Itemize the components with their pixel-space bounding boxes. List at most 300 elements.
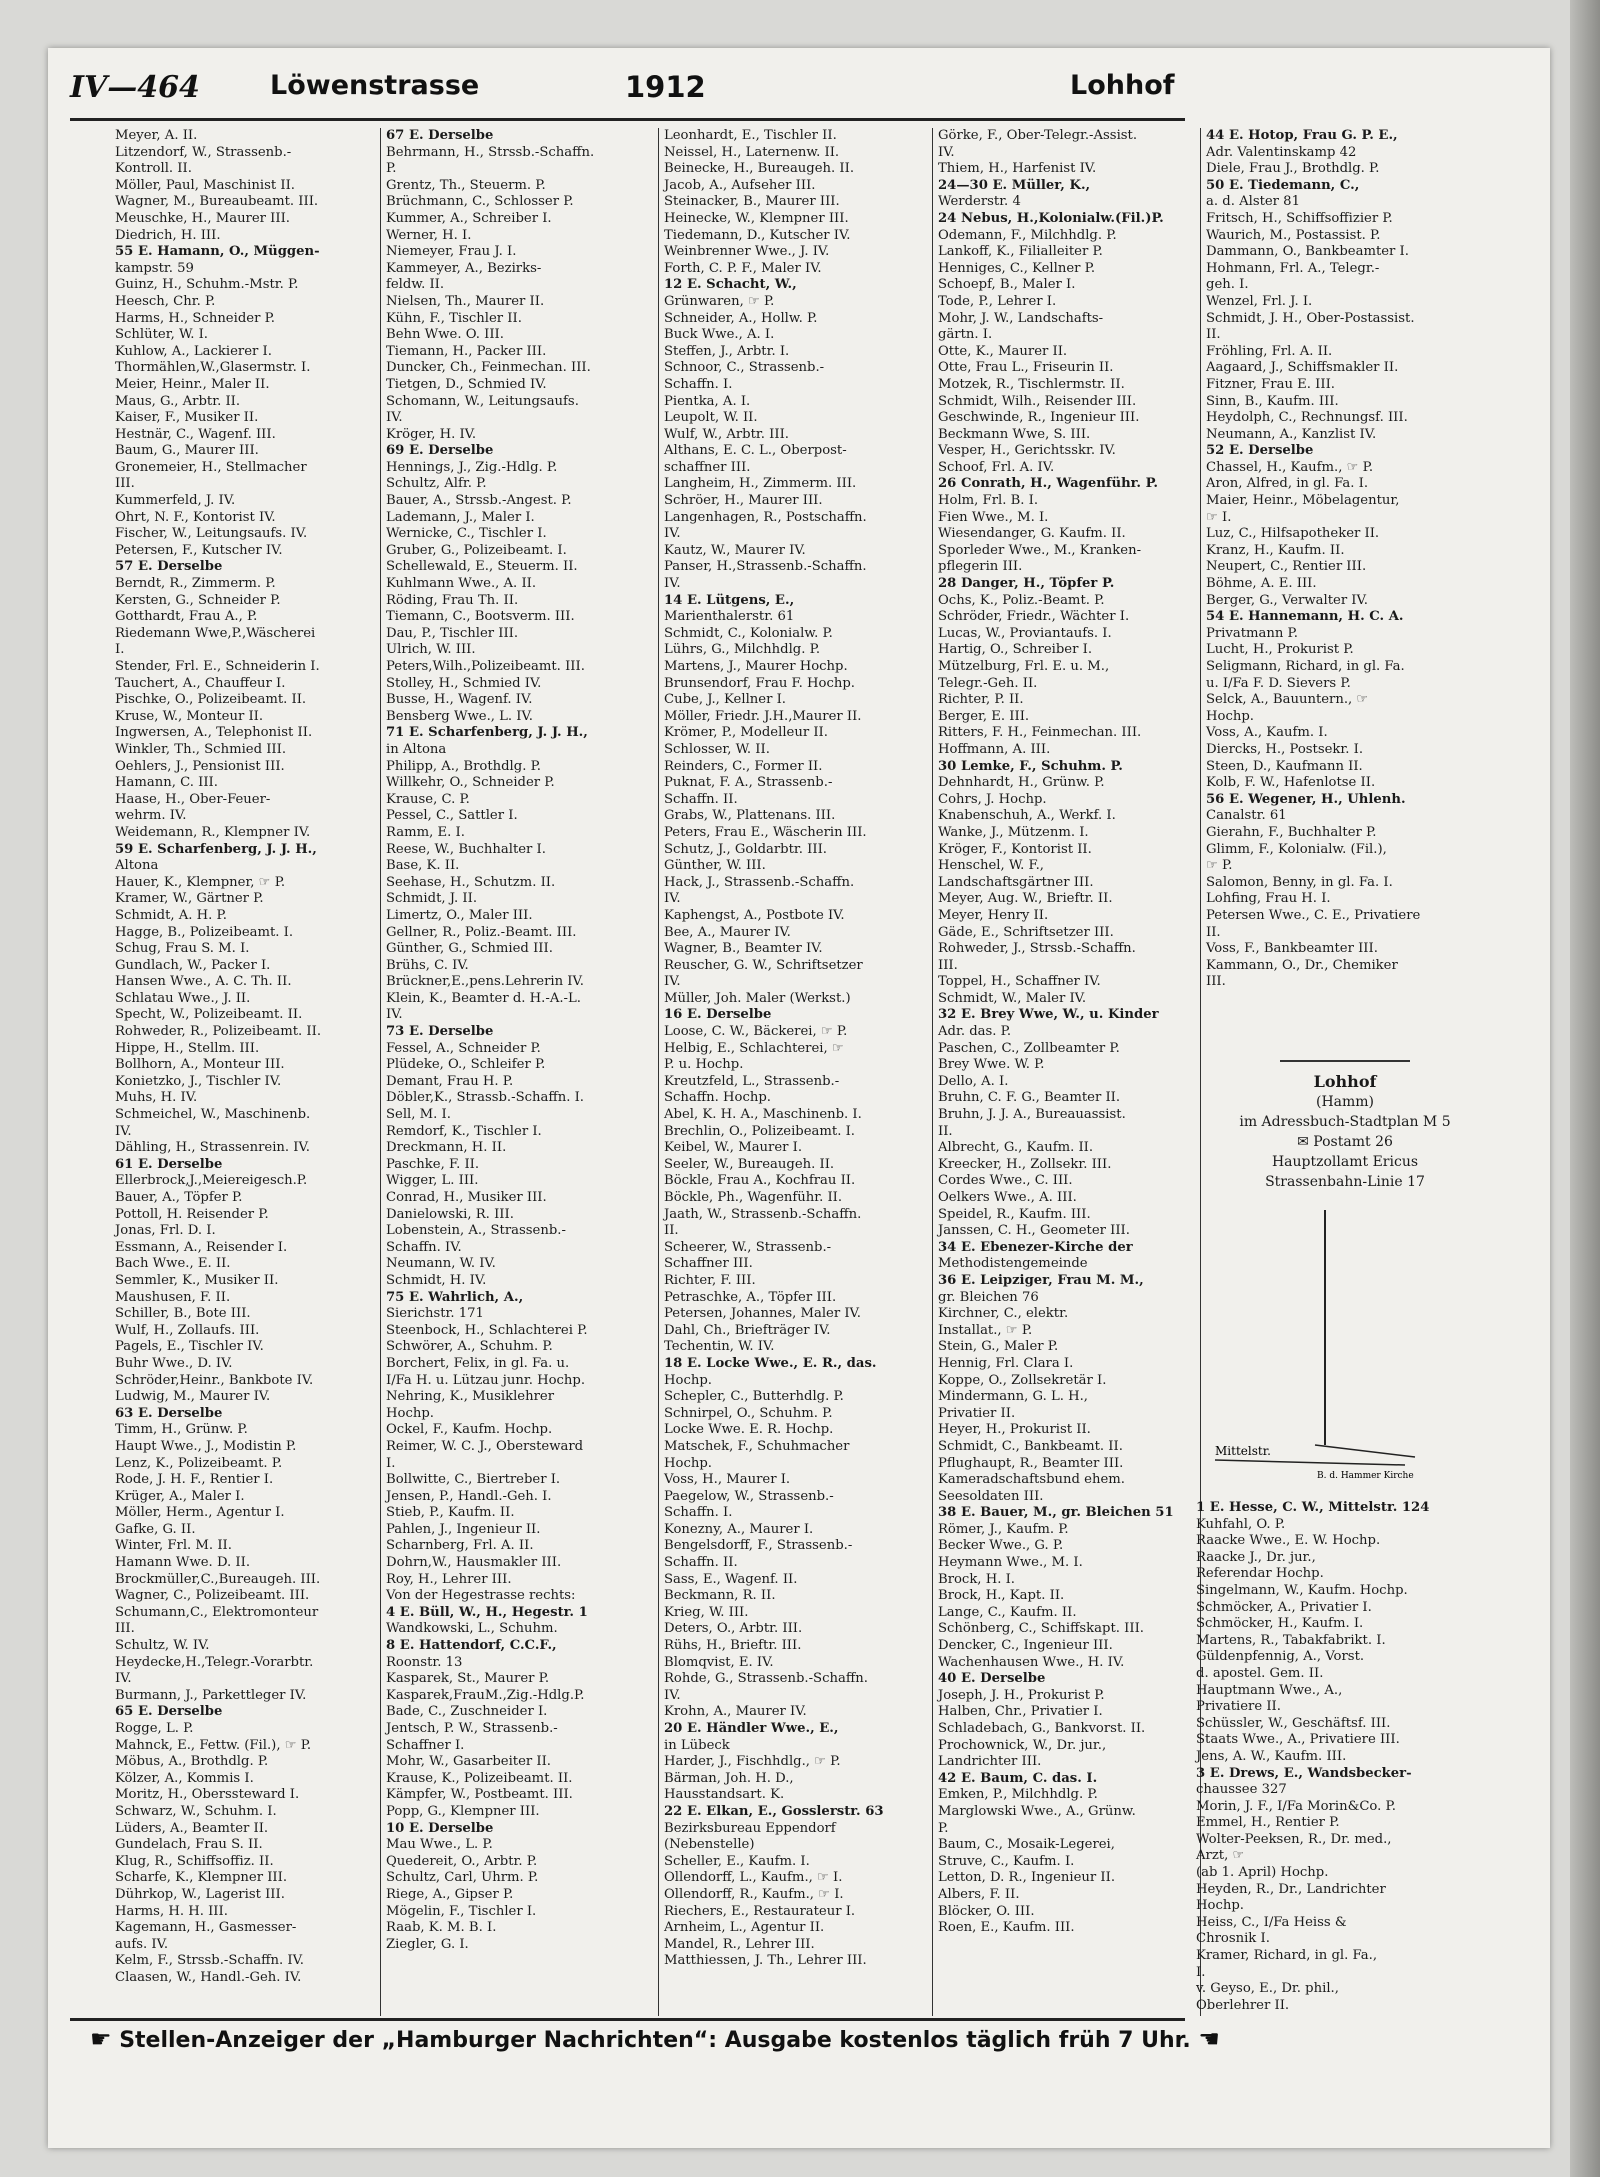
directory-entry: Petersen Wwe., C. E., Privatiere xyxy=(1206,907,1421,923)
directory-entry: Reuscher, G. W., Schriftsetzer xyxy=(664,957,863,973)
directory-entry: Meyer, A. II. xyxy=(115,128,198,143)
directory-entry: Lohfing, Frau H. I. xyxy=(1206,891,1331,907)
directory-entry: Wulf, H., Zollaufs. III. xyxy=(115,1322,260,1338)
directory-entry: Privatmann P. xyxy=(1206,625,1298,641)
directory-entry: Baum, G., Maurer III. xyxy=(115,443,259,459)
directory-entry: Brühs, C. IV. xyxy=(386,957,469,973)
directory-entry: Jonas, Frl. D. I. xyxy=(115,1223,216,1239)
directory-entry: 52 E. Derselbe xyxy=(1206,443,1314,459)
directory-entry: Görke, F., Ober-Telegr.-Assist. xyxy=(938,128,1138,143)
directory-entry: Thiem, H., Harfenist IV. xyxy=(938,161,1097,177)
directory-entry: Knabenschuh, A., Werkf. I. xyxy=(938,808,1116,824)
directory-entry: Morin, J. F., I/Fa Morin&Co. P. xyxy=(1196,1798,1396,1814)
directory-entry: Konezny, A., Maurer I. xyxy=(664,1521,814,1537)
directory-entry: Schnirpel, O., Schuhm. P. xyxy=(664,1405,833,1421)
directory-entry: III. xyxy=(938,957,958,973)
directory-entry: Kontroll. II. xyxy=(115,161,192,177)
directory-entry: Klug, R., Schiffsoffiz. II. xyxy=(115,1853,274,1869)
directory-entry: Cohrs, J. Hochp. xyxy=(938,791,1047,807)
directory-entry: Schaffn. I. xyxy=(664,376,733,392)
street-sketch-map xyxy=(1205,1195,1485,1485)
directory-entry: Beinecke, H., Bureaugeh. II. xyxy=(664,161,855,177)
directory-entry: Hausstandsart. K. xyxy=(664,1787,785,1803)
page-header xyxy=(70,70,1180,120)
directory-entry: gärtn. I. xyxy=(938,327,993,343)
column-2 xyxy=(386,128,652,2018)
directory-entry: Jacob, A., Aufseher III. xyxy=(664,177,816,193)
column-3 xyxy=(664,128,930,2018)
directory-entry: Kramer, W., Gärtner P. xyxy=(115,891,264,907)
directory-entry: Blomqvist, E. IV. xyxy=(664,1654,774,1670)
directory-entry: Harms, H., Schneider P. xyxy=(115,310,275,326)
directory-entry: Rohweder, J., Strssb.-Schaffn. xyxy=(938,941,1136,957)
directory-entry: Fien Wwe., M. I. xyxy=(938,509,1049,525)
directory-entry: III. xyxy=(115,476,135,492)
directory-entry: Plüdeke, O., Schleifer P. xyxy=(386,1057,546,1073)
directory-entry: Reese, W., Buchhalter I. xyxy=(386,841,546,857)
directory-entry: Schoepf, B., Maler I. xyxy=(938,277,1076,293)
directory-entry: Hippe, H., Stellm. III. xyxy=(115,1040,260,1056)
directory-entry: Hauptmann Wwe., A., xyxy=(1196,1682,1343,1698)
directory-entry: Salomon, Benny, in gl. Fa. I. xyxy=(1206,874,1393,890)
directory-entry: Otte, K., Maurer II. xyxy=(938,343,1068,359)
directory-entry: Privatiere II. xyxy=(1196,1699,1281,1715)
directory-entry: Raacke J., Dr. jur., xyxy=(1196,1549,1316,1565)
lohhof-title: Lohhof xyxy=(1313,1072,1377,1091)
directory-entry: Schug, Frau S. M. I. xyxy=(115,941,250,957)
directory-entry: Lührs, G., Milchhdlg. P. xyxy=(664,642,821,658)
directory-entry: Kühn, F., Tischler II. xyxy=(386,310,522,326)
directory-entry: Conrad, H., Musiker III. xyxy=(386,1190,547,1205)
directory-entry: Borchert, Felix, in gl. Fa. u. xyxy=(386,1355,570,1371)
directory-entry: Adr. Valentinskamp 42 xyxy=(1206,144,1357,160)
map-label-kirche: B. d. Hammer Kirche xyxy=(1317,1471,1414,1481)
directory-entry: Pagels, E., Tischler IV. xyxy=(115,1339,264,1355)
directory-entry: Moritz, H., Oberssteward I. xyxy=(115,1787,300,1803)
directory-entry: Ollendorff, R., Kaufm., ☞ I. xyxy=(664,1886,844,1902)
directory-entry: Voss, A., Kaufm. I. xyxy=(1206,725,1328,741)
directory-entry: Krömer, P., Modelleur II. xyxy=(664,725,828,741)
directory-entry: Staats Wwe., A., Privatiere III. xyxy=(1196,1732,1400,1748)
directory-entry: Philipp, A., Brothdlg. P. xyxy=(386,758,541,774)
directory-entry: Hansen Wwe., A. C. Th. II. xyxy=(115,974,292,990)
directory-entry: Loose, C. W., Bäckerei, ☞ P. xyxy=(664,1024,848,1040)
directory-entry: Litzendorf, W., Strassenb.- xyxy=(115,144,292,160)
directory-entry: Chrosnik I. xyxy=(1196,1931,1270,1947)
directory-entry: Bauer, A., Strssb.-Angest. P. xyxy=(386,493,572,509)
directory-entry: Wagner, B., Beamter IV. xyxy=(664,941,823,957)
directory-entry: Ramm, E. I. xyxy=(386,824,465,840)
directory-entry: Kuhlmann Wwe., A. II. xyxy=(386,576,537,592)
directory-entry: 10 E. Derselbe xyxy=(386,1820,494,1836)
directory-entry: Langenhagen, R., Postschaffn. xyxy=(664,509,867,525)
directory-entry: Wenzel, Frl. J. I. xyxy=(1206,293,1313,309)
directory-entry: Roonstr. 13 xyxy=(386,1654,463,1670)
directory-entry: Jensen, P., Handl.-Geh. I. xyxy=(386,1488,552,1504)
directory-entry: Wernicke, C., Tischler I. xyxy=(386,526,547,542)
column-divider xyxy=(658,128,659,2016)
directory-entry: Berger, E. III. xyxy=(938,708,1030,724)
directory-entry: Installat., ☞ P. xyxy=(938,1322,1033,1338)
directory-entry: Bee, A., Maurer IV. xyxy=(664,924,791,940)
directory-entry: Motzek, R., Tischlermstr. II. xyxy=(938,376,1125,392)
street-title: Löwenstrasse xyxy=(270,70,480,101)
directory-entry: Halben, Chr., Privatier I. xyxy=(938,1704,1103,1720)
directory-entry: Meuschke, H., Maurer III. xyxy=(115,210,290,226)
directory-entry: I. xyxy=(115,642,125,658)
directory-entry: 4 E. Büll, W., H., Hegestr. 1 xyxy=(386,1604,588,1620)
directory-entry: Deters, O., Arbtr. III. xyxy=(664,1621,803,1637)
directory-entry: Roy, H., Lehrer III. xyxy=(386,1571,512,1587)
directory-entry: v. Geyso, E., Dr. phil., xyxy=(1196,1981,1339,1997)
directory-entry: Winkler, Th., Schmied III. xyxy=(115,741,287,757)
footer-advert xyxy=(90,2025,1270,2065)
directory-entry: Grentz, Th., Steuerm. P. xyxy=(386,177,546,193)
directory-entry: 59 E. Scharfenberg, J. J. H., xyxy=(115,841,317,857)
directory-entry: Möller, Herm., Agentur I. xyxy=(115,1505,285,1521)
lohhof-zollamt: Hauptzollamt Ericus xyxy=(1271,1154,1419,1170)
directory-entry: Specht, W., Polizeibeamt. II. xyxy=(115,1007,303,1023)
directory-entry: Brey Wwe. W. P. xyxy=(938,1057,1045,1073)
directory-entry: Petersen, Johannes, Maler IV. xyxy=(664,1306,861,1322)
directory-entry: Arzt, ☞ xyxy=(1196,1848,1245,1864)
directory-entry: Gäde, E., Schriftsetzer III. xyxy=(938,924,1114,940)
directory-entry: Konietzko, J., Tischler IV. xyxy=(115,1073,282,1089)
directory-entry: Möbus, A., Brothdlg. P. xyxy=(115,1754,269,1770)
directory-entry: Dohrn,W., Hausmakler III. xyxy=(386,1555,562,1571)
directory-entry: Kölzer, A., Kommis I. xyxy=(115,1770,254,1786)
directory-entry: Dähling, H., Strassenrein. IV. xyxy=(115,1140,310,1156)
directory-entry: Weidemann, R., Klempner IV. xyxy=(115,824,311,840)
directory-entry: Chassel, H., Kaufm., ☞ P. xyxy=(1206,459,1374,475)
directory-entry: Lankoff, K., Filialleiter P. xyxy=(938,244,1103,260)
directory-entry: Hamann Wwe. D. II. xyxy=(115,1555,251,1571)
directory-entry: Kruse, W., Monteur II. xyxy=(115,708,264,724)
directory-entry: Remdorf, K., Tischler I. xyxy=(386,1123,542,1139)
directory-entry: Lobenstein, A., Strassenb.- xyxy=(386,1223,566,1239)
directory-entry: Schaffn. II. xyxy=(664,1555,738,1571)
directory-entry: Limertz, O., Maler III. xyxy=(386,907,533,923)
directory-entry: Kolb, F. W., Hafenlotse II. xyxy=(1206,775,1376,791)
pointing-hand-icon: ☛ xyxy=(90,2025,112,2053)
directory-entry: Fischer, W., Leitungsaufs. IV. xyxy=(115,526,308,542)
directory-entry: Neissel, H., Laternenw. II. xyxy=(664,144,840,160)
directory-entry: Hennings, J., Zig.-Hdlg. P. xyxy=(386,459,558,475)
directory-entry: Böckle, Ph., Wagenführ. II. xyxy=(664,1190,843,1205)
directory-entry: Wandkowski, L., Schuhm. xyxy=(386,1621,558,1637)
directory-entry: Haupt Wwe., J., Modistin P. xyxy=(115,1438,297,1454)
directory-entry: Seligmann, Richard, in gl. Fa. xyxy=(1206,659,1405,674)
directory-entry: Gotthardt, Frau A., P. xyxy=(115,609,258,625)
directory-entry: Timm, H., Grünw. P. xyxy=(115,1422,248,1438)
directory-entry: Kaphengst, A., Postbote IV. xyxy=(664,907,845,923)
directory-entry: Schaffn. Hochp. xyxy=(664,1090,771,1106)
directory-entry: 22 E. Elkan, E., Gosslerstr. 63 xyxy=(664,1803,884,1819)
directory-entry: Rohweder, R., Polizeibeamt. II. xyxy=(115,1024,322,1040)
directory-entry: Otte, Frau L., Friseurin II. xyxy=(938,360,1114,376)
directory-entry: Brock, H. I. xyxy=(938,1571,1015,1587)
directory-entry: Steenbock, H., Schlachterei P. xyxy=(386,1322,588,1338)
mittelstr-line xyxy=(1215,1460,1405,1465)
directory-entry: Ockel, F., Kaufm. Hochp. xyxy=(386,1422,553,1438)
directory-entry: Klein, K., Beamter d. H.-A.-L. xyxy=(386,990,581,1006)
directory-entry: Kagemann, H., Gasmesser- xyxy=(115,1920,297,1936)
directory-entry: Petersen, F., Kutscher IV. xyxy=(115,542,283,558)
directory-entry: Mandel, R., Lehrer III. xyxy=(664,1936,815,1952)
directory-entry: Busse, H., Wagenf. IV. xyxy=(386,692,533,708)
directory-entry: Reimer, W. C. J., Obersteward xyxy=(386,1438,584,1454)
directory-entry: Scheller, E., Kaufm. I. xyxy=(664,1853,810,1869)
directory-entry: Röding, Frau Th. II. xyxy=(386,592,519,608)
directory-entry: Schaffn. IV. xyxy=(386,1239,462,1255)
directory-entry: Schröder, Friedr., Wächter I. xyxy=(938,609,1130,625)
directory-entry: Diedrich, H. III. xyxy=(115,227,221,243)
directory-entry: Kröger, H. IV. xyxy=(386,426,477,442)
directory-entry: d. apostel. Gem. II. xyxy=(1196,1665,1324,1681)
directory-entry: IV. xyxy=(386,410,403,426)
directory-entry: Meier, Heinr., Maler II. xyxy=(115,376,270,392)
directory-entry: Lademann, J., Maler I. xyxy=(386,509,535,525)
directory-entry: Langheim, H., Zimmerm. III. xyxy=(664,476,857,492)
directory-entry: Maier, Heinr., Möbelagentur, xyxy=(1206,493,1400,509)
directory-entry: Tiemann, H., Packer III. xyxy=(386,343,547,359)
directory-entry: Ingwersen, A., Telephonist II. xyxy=(115,725,313,741)
directory-entry: Bade, C., Zuschneider I. xyxy=(386,1704,548,1720)
directory-entry: Hochp. xyxy=(1206,708,1254,724)
directory-entry: Schönberg, C., Schiffskapt. III. xyxy=(938,1621,1144,1637)
directory-entry: Dahl, Ch., Briefträger IV. xyxy=(664,1322,831,1338)
directory-entry: Landrichter III. xyxy=(938,1754,1042,1770)
directory-entry: Beckmann Wwe, S. III. xyxy=(938,426,1091,442)
directory-entry: Bruhn, C. F. G., Beamter II. xyxy=(938,1090,1121,1106)
directory-entry: Referendar Hochp. xyxy=(1196,1566,1324,1582)
directory-entry: Ritters, F. H., Feinmechan. III. xyxy=(938,725,1142,741)
directory-entry: Nielsen, Th., Maurer II. xyxy=(386,293,545,309)
directory-entry: feldw. II. xyxy=(386,277,445,293)
directory-entry: Selck, A., Bauuntern., ☞ xyxy=(1206,692,1369,708)
directory-entry: Günther, W. III. xyxy=(664,858,766,874)
directory-entry: Kersten, G., Schneider P. xyxy=(115,592,281,608)
directory-entry: Bollwitte, C., Biertreber I. xyxy=(386,1472,561,1488)
directory-entry: 32 E. Brey Wwe, W., u. Kinder xyxy=(938,1007,1159,1023)
directory-entry: Mindermann, G. L. H., xyxy=(938,1389,1088,1405)
directory-entry: Heydolph, C., Rechnungsf. III. xyxy=(1206,410,1408,426)
directory-entry: Steen, D., Kaufmann II. xyxy=(1206,758,1363,774)
directory-entry: Methodistengemeinde xyxy=(938,1256,1088,1272)
lohhof-strassenbahn: Strassenbahn-Linie 17 xyxy=(1265,1174,1425,1190)
directory-entry: Römer, J., Kaufm. P. xyxy=(938,1521,1069,1537)
directory-entry: Wiesendanger, G. Kaufm. II. xyxy=(938,526,1126,542)
directory-entry: Henschel, W. F., xyxy=(938,858,1044,874)
directory-entry: 44 E. Hotop, Frau G. P. E., xyxy=(1206,128,1398,143)
directory-entry: Kummerfeld, J. IV. xyxy=(115,493,236,509)
directory-entry: 38 E. Bauer, M., gr. Bleichen 51 xyxy=(938,1505,1174,1521)
directory-entry: Kasparek, St., Maurer P. xyxy=(386,1671,550,1687)
lohhof-subtitle: (Hamm) xyxy=(1315,1094,1375,1110)
directory-entry: Peters,Wilh.,Polizeibeamt. III. xyxy=(386,659,585,674)
directory-entry: Wigger, L. III. xyxy=(386,1173,479,1189)
directory-entry: Möller, Friedr. J.H.,Maurer II. xyxy=(664,708,862,724)
directory-entry: Glimm, F., Kolonialw. (Fil.), xyxy=(1206,841,1387,857)
directory-entry: Schüssler, W., Geschäftsf. III. xyxy=(1196,1715,1391,1731)
column-divider xyxy=(380,128,381,2016)
directory-entry: Böckle, Frau A., Kochfrau II. xyxy=(664,1173,856,1189)
directory-entry: II. xyxy=(938,1123,953,1139)
directory-entry: Lüders, A., Beamter II. xyxy=(115,1820,269,1836)
directory-entry: Mögelin, F., Tischler I. xyxy=(386,1903,537,1919)
directory-entry: Prochownick, W., Dr. jur., xyxy=(938,1737,1107,1753)
directory-entry: Schwarz, W., Schuhm. I. xyxy=(115,1803,277,1819)
directory-entry: Bengelsdorff, F., Strassenb.- xyxy=(664,1538,853,1554)
directory-entry: Tiemann, C., Bootsverm. III. xyxy=(386,609,575,625)
directory-entry: Ziegler, G. I. xyxy=(386,1936,469,1952)
directory-entry: Fritsch, H., Schiffsoffizier P. xyxy=(1206,210,1393,226)
directory-entry: Werderstr. 4 xyxy=(938,194,1021,210)
directory-entry: Fessel, A., Schneider P. xyxy=(386,1040,541,1056)
directory-entry: Krause, C. P. xyxy=(386,791,470,807)
directory-entry: Mohr, W., Gasarbeiter II. xyxy=(386,1754,552,1770)
directory-entry: Gruber, G., Polizeibeamt. I. xyxy=(386,542,567,558)
directory-entry: III. xyxy=(1206,974,1226,990)
header-rule xyxy=(70,118,1185,121)
directory-entry: Leupolt, W. II. xyxy=(664,410,758,426)
directory-entry: Altona xyxy=(115,858,159,874)
directory-entry: Ochs, K., Poliz.-Beamt. P. xyxy=(938,592,1105,608)
directory-entry: IV. xyxy=(115,1123,132,1139)
directory-entry: Bensberg Wwe., L. IV. xyxy=(386,708,533,724)
directory-entry: 54 E. Hannemann, H. C. A. xyxy=(1206,609,1404,625)
directory-entry: Matschek, F., Schuhmacher xyxy=(664,1438,850,1454)
directory-entry: Danielowski, R. III. xyxy=(386,1206,514,1222)
directory-entry: Berger, G., Verwalter IV. xyxy=(1206,592,1368,608)
directory-entry: Schmidt, W., Maler IV. xyxy=(938,990,1087,1006)
directory-entry: Lange, C., Kaufm. II. xyxy=(938,1604,1077,1620)
directory-entry: Hamann, C. III. xyxy=(115,775,218,791)
directory-entry: Harms, H. H. III. xyxy=(115,1903,228,1919)
directory-entry: Krieg, W. III. xyxy=(664,1604,749,1620)
directory-entry: Base, K. II. xyxy=(386,858,460,874)
directory-entry: Althans, E. C. L., Oberpost- xyxy=(664,443,847,459)
directory-entry: Harder, J., Fischhdlg., ☞ P. xyxy=(664,1754,841,1770)
directory-entry: Schmidt, C., Bankbeamt. II. xyxy=(938,1438,1123,1454)
directory-entry: Cordes Wwe., C. III. xyxy=(938,1173,1073,1189)
directory-entry: Brock, H., Kapt. II. xyxy=(938,1588,1065,1604)
directory-entry: III. xyxy=(115,1621,135,1637)
directory-entry: Heyer, H., Prokurist II. xyxy=(938,1422,1091,1438)
directory-entry: Bezirksbureau Eppendorf xyxy=(664,1820,836,1836)
directory-entry: Voss, F., Bankbeamter III. xyxy=(1206,941,1378,957)
directory-entry: P. xyxy=(386,161,397,177)
directory-entry: P. xyxy=(938,1820,949,1836)
directory-entry: in Lübeck xyxy=(664,1737,730,1753)
directory-entry: Seesoldaten III. xyxy=(938,1488,1044,1504)
directory-entry: Claasen, W., Handl.-Geh. IV. xyxy=(115,1969,302,1985)
directory-entry: Jens, A. W., Kaufm. III. xyxy=(1196,1748,1347,1764)
directory-entry: P. u. Hochp. xyxy=(664,1057,744,1073)
footer-rule xyxy=(70,2018,1185,2021)
directory-entry: Oelkers Wwe., A. III. xyxy=(938,1190,1077,1205)
directory-entry: Seeler, W., Bureaugeh. II. xyxy=(664,1156,835,1172)
directory-entry: Marglowski Wwe., A., Grünw. xyxy=(938,1803,1136,1819)
directory-entry: (Nebenstelle) xyxy=(664,1837,755,1853)
lohhof-postamt: ✉ Postamt 26 xyxy=(1297,1134,1393,1150)
directory-entry: Tauchert, A., Chauffeur I. xyxy=(115,675,286,691)
directory-entry: IV. xyxy=(664,1687,681,1703)
column-5 xyxy=(1206,128,1488,990)
directory-entry: Kirchner, C., elektr. xyxy=(938,1306,1069,1322)
directory-entry: Schmöcker, A., Privatier I. xyxy=(1196,1599,1372,1615)
directory-entry: Martens, R., Tabakfabrikt. I. xyxy=(1196,1632,1386,1648)
directory-entry: Dreckmann, H. II. xyxy=(386,1140,507,1156)
directory-entry: Pottoll, H. Reisender P. xyxy=(115,1206,269,1222)
directory-entry: Böhme, A. E. III. xyxy=(1206,576,1317,592)
directory-entry: Willkehr, O., Schneider P. xyxy=(386,775,555,791)
directory-entry: 24 Nebus, H.,Kolonialw.(Fil.)P. xyxy=(938,210,1164,226)
directory-entry: Schmidt, H. IV. xyxy=(386,1272,487,1288)
directory-entry: Richter, F. III. xyxy=(664,1272,756,1288)
directory-entry: ☞ P. xyxy=(1206,858,1233,874)
footer-text: Stellen-Anzeiger der „Hamburger Nachrichten“: Ausgabe kostenlos täglich früh 7 Uhr. xyxy=(119,2028,1191,2053)
directory-entry: Neumann, W. IV. xyxy=(386,1256,496,1272)
directory-entry: Kautz, W., Maurer IV. xyxy=(664,542,806,558)
directory-entry: Popp, G., Klempner III. xyxy=(386,1803,540,1819)
directory-entry: Kammann, O., Dr., Chemiker xyxy=(1206,957,1398,973)
directory-entry: Aron, Alfred, in gl. Fa. I. xyxy=(1206,476,1369,492)
directory-entry: Forth, C. P. F., Maler IV. xyxy=(664,260,822,276)
kirche-line xyxy=(1315,1445,1415,1457)
directory-entry: Kämpfer, W., Postbeamt. III. xyxy=(386,1787,573,1803)
directory-entry: Dammann, O., Bankbeamter I. xyxy=(1206,244,1409,260)
directory-entry: Telegr.-Geh. II. xyxy=(938,675,1038,691)
directory-entry: Schaffner III. xyxy=(664,1256,753,1272)
directory-entry: pflegerin III. xyxy=(938,559,1023,575)
directory-entry: Lucas, W., Proviantaufs. I. xyxy=(938,625,1112,641)
directory-entry: wehrm. IV. xyxy=(115,808,187,824)
directory-entry: Albers, F. II. xyxy=(938,1886,1020,1902)
directory-entry: Wagner, M., Bureaubeamt. III. xyxy=(115,194,319,210)
directory-entry: Techentin, W. IV. xyxy=(664,1339,775,1355)
map-label-mittelstr: Mittelstr. xyxy=(1215,1444,1271,1458)
year: 1912 xyxy=(625,70,706,104)
directory-entry: Kreecker, H., Zollsekr. III. xyxy=(938,1156,1112,1172)
directory-entry: Scharnberg, Frl. A. II. xyxy=(386,1538,534,1554)
directory-entry: 73 E. Derselbe xyxy=(386,1024,494,1040)
directory-entry: a. d. Alster 81 xyxy=(1206,194,1300,210)
directory-entry: Gundelach, Frau S. II. xyxy=(115,1837,263,1853)
directory-entry: Mützelburg, Frl. E. u. M., xyxy=(938,659,1110,674)
directory-entry: Paegelow, W., Strassenb.- xyxy=(664,1488,834,1504)
directory-entry: Pessel, C., Sattler I. xyxy=(386,808,518,824)
directory-entry: Schlüter, W. I. xyxy=(115,327,208,343)
directory-entry: 28 Danger, H., Töpfer P. xyxy=(938,576,1115,592)
directory-entry: Hennig, Frl. Clara I. xyxy=(938,1355,1074,1371)
section-rule xyxy=(1280,1060,1410,1062)
directory-entry: Singelmann, W., Kaufm. Hochp. xyxy=(1196,1582,1408,1598)
directory-entry: Nehring, K., Musiklehrer xyxy=(386,1389,555,1405)
directory-entry: Schellewald, E., Steuerm. II. xyxy=(386,559,578,575)
directory-entry: Raacke Wwe., E. W. Hochp. xyxy=(1196,1533,1381,1549)
directory-entry: Brunsendorf, Frau F. Hochp. xyxy=(664,675,855,691)
directory-entry: Wanke, J., Mützenm. I. xyxy=(938,824,1089,840)
directory-entry: Voss, H., Maurer I. xyxy=(664,1472,791,1488)
directory-entry: Dello, A. I. xyxy=(938,1073,1009,1089)
directory-entry: Meyer, Henry II. xyxy=(938,907,1049,923)
directory-entry: Kuhfahl, O. P. xyxy=(1196,1516,1286,1532)
directory-entry: Hartig, O., Schreiber I. xyxy=(938,642,1093,658)
directory-entry: Riechers, E., Restaurateur I. xyxy=(664,1903,856,1919)
directory-entry: Blöcker, O. III. xyxy=(938,1903,1035,1919)
directory-entry: 26 Conrath, H., Wagenführ. P. xyxy=(938,476,1158,492)
